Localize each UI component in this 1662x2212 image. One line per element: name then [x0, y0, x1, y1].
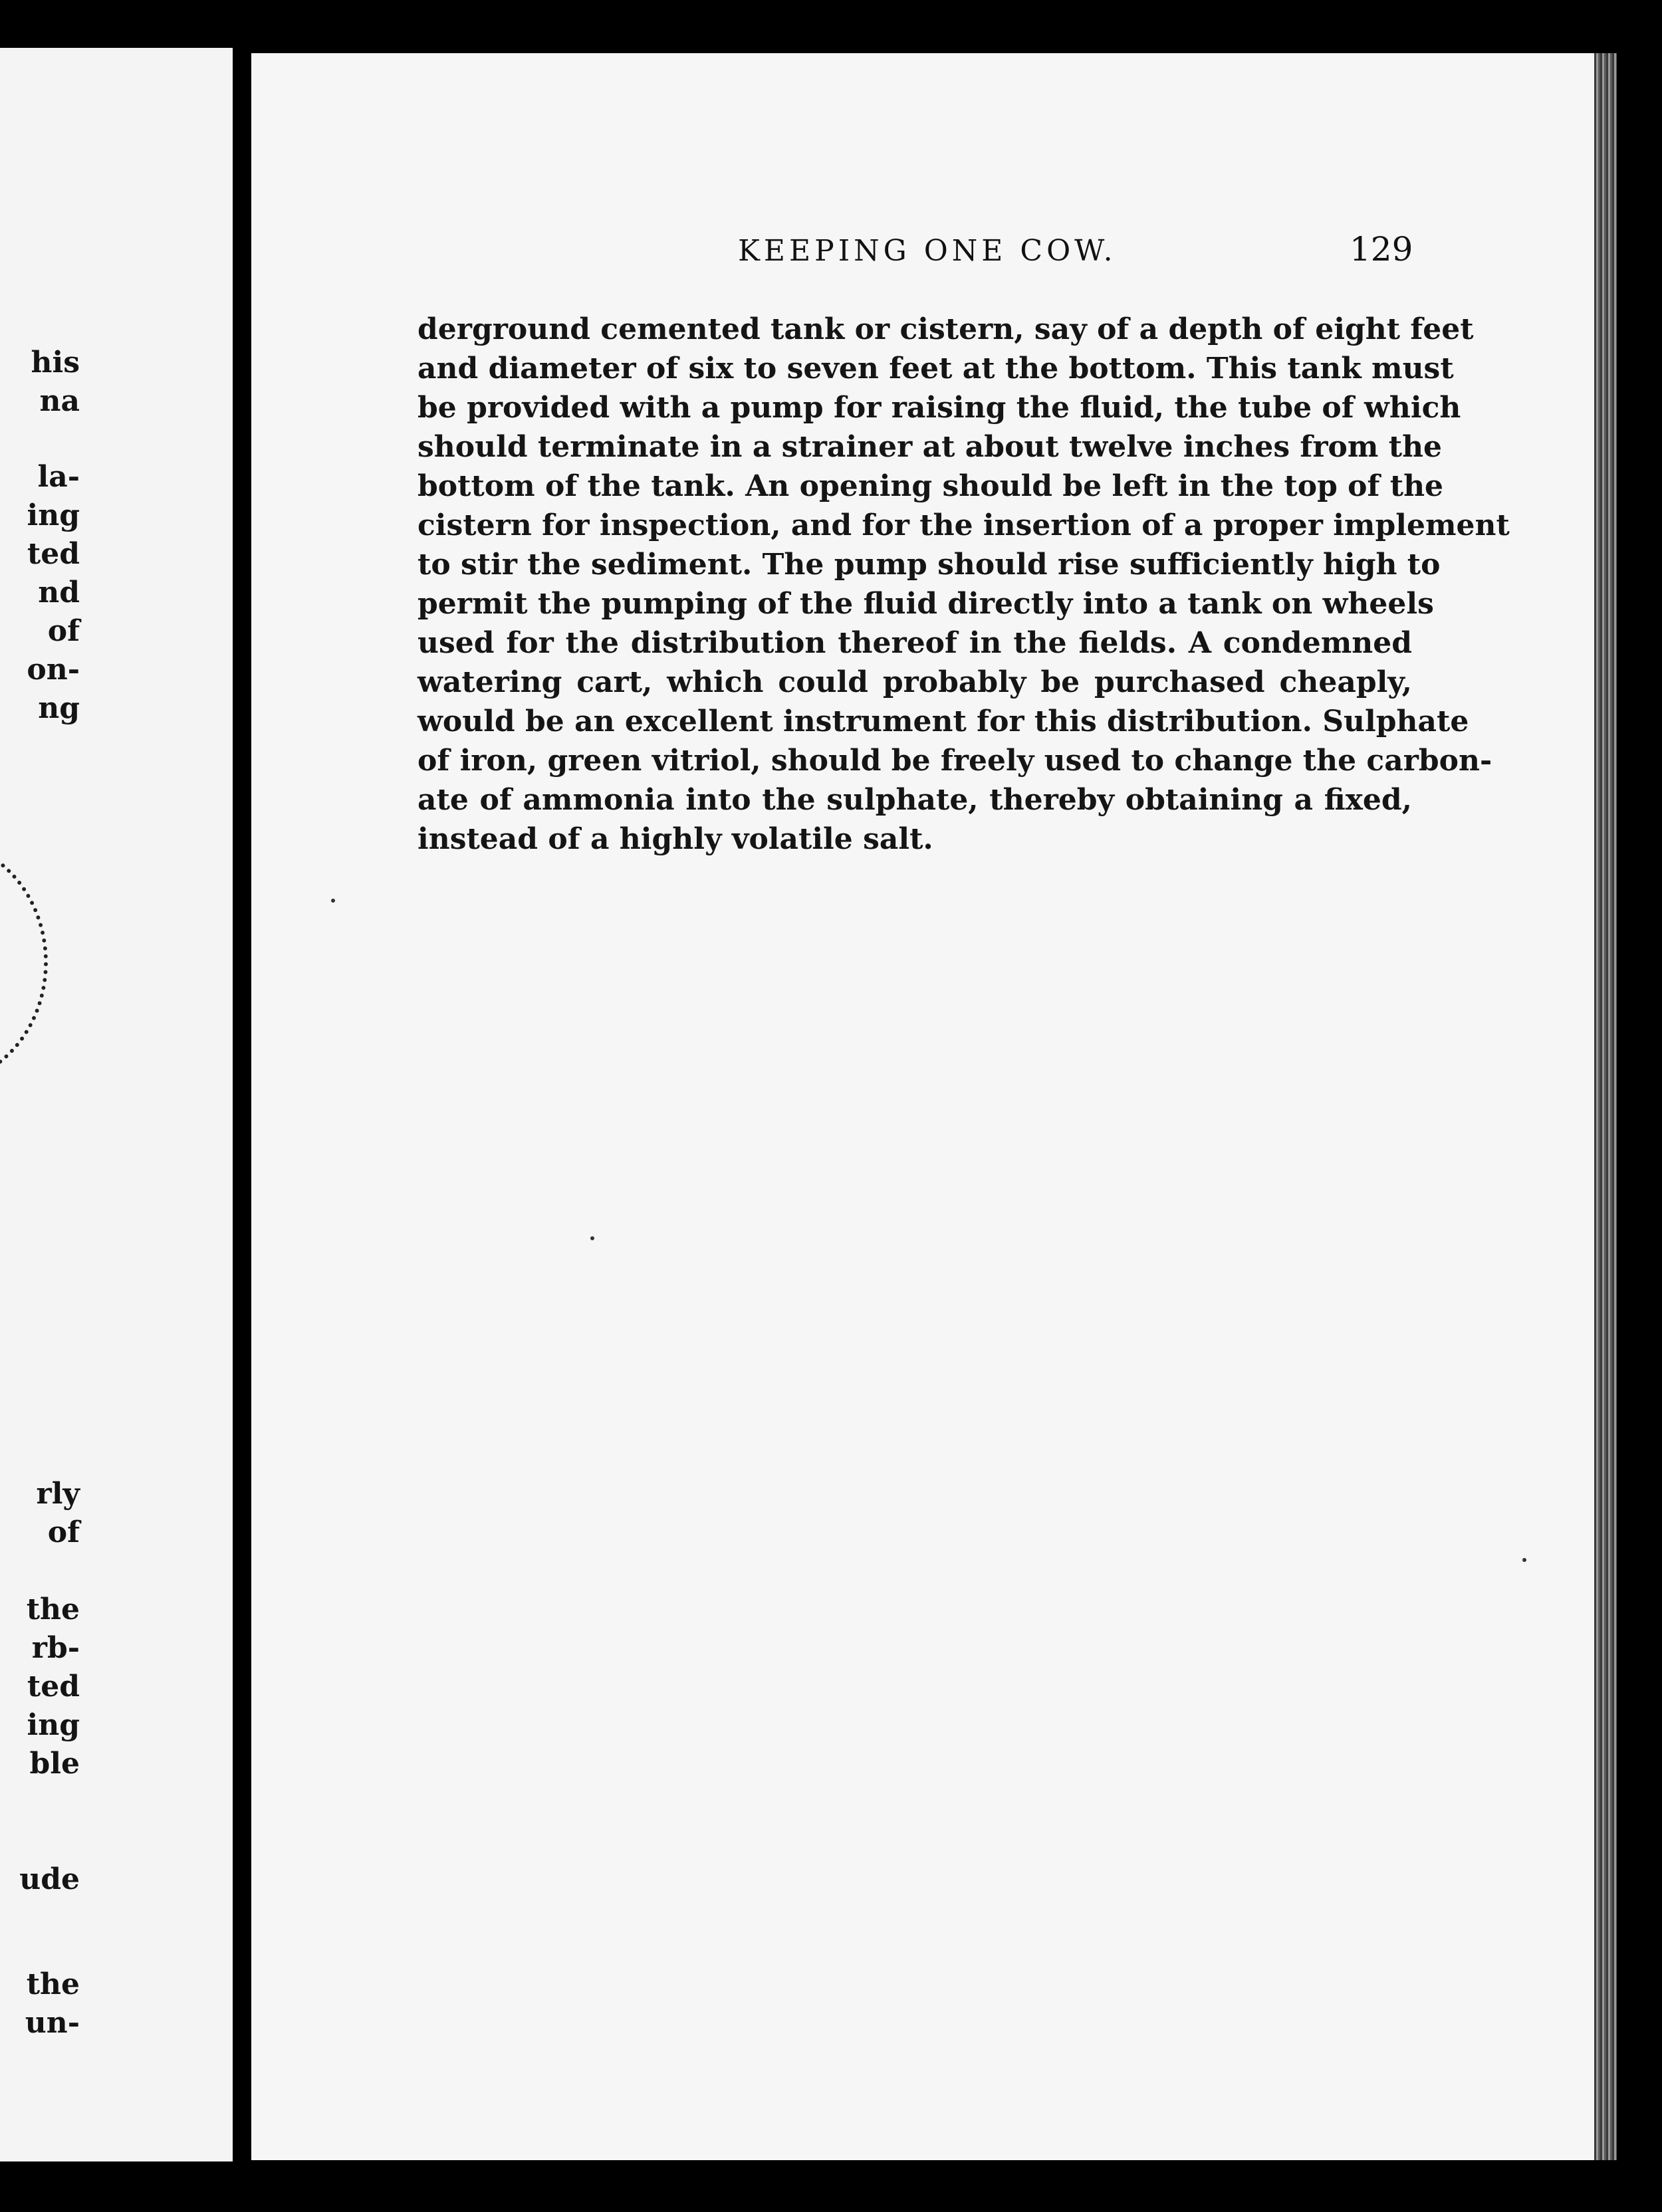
scan-speck: [1522, 1558, 1526, 1562]
left-page-word-fragment: his: [31, 346, 80, 380]
text-line: and diameter of six to seven feet at the bottom. This tank must: [417, 352, 1454, 386]
left-page-word-fragment: nd: [38, 576, 80, 609]
page-number: 129: [1350, 230, 1413, 269]
left-page-word-fragment: the: [26, 1967, 80, 2001]
text-line: cistern for inspection, and for the insertion of a proper implement: [417, 508, 1510, 542]
left-page-word-fragment: rly: [36, 1477, 80, 1511]
left-page-word-fragment: ted: [27, 1670, 80, 1704]
left-page-word-fragment: on-: [27, 653, 80, 687]
body-paragraph: [417, 310, 1510, 859]
text-line: used for the distribution thereof in the fields. A condemned: [417, 626, 1412, 660]
left-page-word-fragment: ng: [38, 691, 80, 725]
dotted-circle-diagram-fragment: [0, 839, 48, 1086]
left-page-fragment: [0, 48, 233, 2161]
text-line: of iron, green vitriol, should be freely used to change the carbon-: [417, 744, 1492, 778]
left-page-word-fragment: of: [47, 1515, 80, 1549]
left-page-word-fragment: of: [47, 614, 80, 648]
left-page-word-fragment: ble: [29, 1747, 80, 1781]
left-page-word-fragment: un-: [25, 2006, 80, 2040]
text-line: bottom of the tank. An opening should be left in the top of the: [417, 469, 1444, 503]
left-page-word-fragment: ing: [27, 1708, 80, 1742]
scan-speck: [590, 1236, 594, 1240]
text-line: permit the pumping of the fluid directly into a tank on wheels: [417, 587, 1434, 621]
text-line: would be an excellent instrument for this distribution. Sulphate: [417, 705, 1469, 738]
text-line: be provided with a pump for raising the fluid, the tube of which: [417, 391, 1461, 425]
text-line: to stir the sediment. The pump should rise sufficiently high to: [417, 548, 1441, 582]
left-page-word-fragment: ude: [19, 1862, 80, 1896]
page-edges: [1594, 53, 1617, 2160]
text-line: watering cart, which could probably be purchased cheaply,: [417, 665, 1412, 699]
text-line: derground cemented tank or cistern, say of a depth of eight feet: [417, 312, 1474, 346]
left-page-word-fragment: rb-: [31, 1631, 80, 1665]
running-head: KEEPING ONE COW.: [738, 234, 1117, 268]
left-page-word-fragment: ted: [27, 537, 80, 571]
text-line: ate of ammonia into the sulphate, thereby obtaining a fixed,: [417, 783, 1412, 817]
left-page-word-fragment: la-: [37, 460, 80, 494]
left-page-word-fragment: ing: [27, 498, 80, 532]
left-page-word-fragment: na: [39, 384, 80, 418]
left-page-word-fragment: the: [26, 1593, 80, 1626]
text-line: instead of a highly volatile salt.: [417, 822, 933, 856]
book-gutter: [233, 48, 251, 2161]
text-line: should terminate in a strainer at about twelve inches from the: [417, 430, 1443, 464]
scan-speck: [331, 899, 335, 903]
